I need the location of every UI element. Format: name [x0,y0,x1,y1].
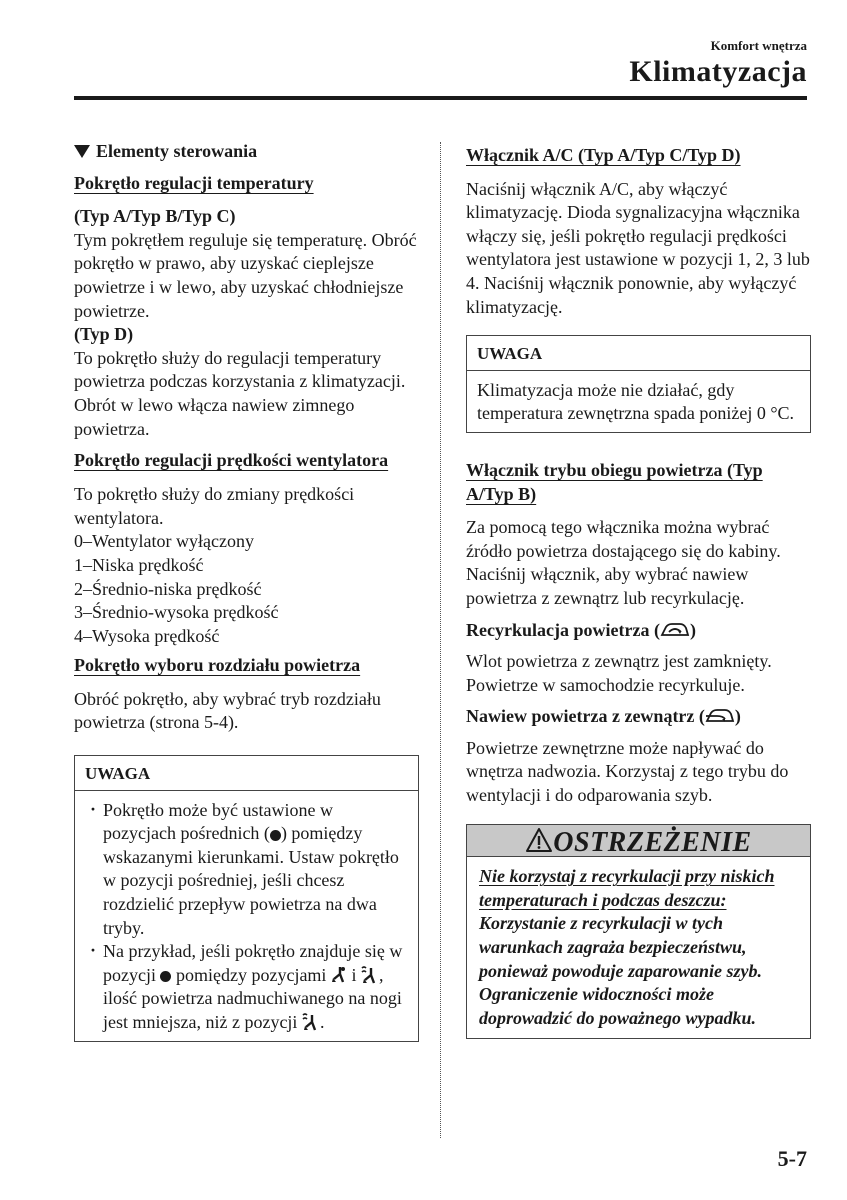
notice-body [75,791,418,1041]
recirc-title [466,619,811,643]
notice-text: pomiędzy pozycjami [175,964,327,985]
warning-box [466,824,811,1040]
column-divider [440,142,441,1138]
outside-title-text: Nawiew powietrza z zewnątrz ( [466,706,705,727]
notice-box [466,335,811,433]
circ-text: Za pomocą tego włącznika można wybrać źródło powietrza dostającego się do kabiny. Naciśnij włącznik, aby wybrać nawiew powietrza z zewnątrz lub recyrkulację. [466,517,781,608]
notice-title: UWAGA [467,336,810,371]
header-section: Komfort wnętrza [710,38,807,53]
page-title: Klimatyzacja [629,55,807,88]
warning-body [467,857,810,1038]
notice-body: Klimatyzacja może nie działać, gdy temperatura zewnętrzna spada poniżej 0 °C. [477,379,795,424]
outside-title [466,705,811,729]
fan-level: 0–Wentylator wyłączony [74,531,254,552]
recirc-title-text: Recyrkulacja powietrza ( [466,619,660,640]
notice-text: ) pomiędzy wskazanymi kierunkami. Ustaw pokrętło w pozycji pośredniej, jeśli chcesz rozdzielić przepływ powietrza na dwa tryby. [103,823,399,938]
recirc-text: Wlot powietrza z zewnątrz jest zamknięty. Powietrze w samochodzie recyrkuluje. [466,651,772,695]
fan-level: 3–Średnio-wysoka prędkość [74,602,279,623]
section-title: Elementy sterowania [96,141,258,161]
circ-heading: Włącznik trybu obiegu powietrza (Typ A/Typ B) [466,459,763,504]
dist-heading: Pokrętło wyboru rozdziału powietrza [74,655,361,676]
warning-text: Korzystanie z recyrkulacji w tych warunkach zagraża bezpieczeństwu, ponieważ powoduje zaparowanie szyb. Ograniczenie widoczności może doprowadzić do poważnego wypadku. [479,913,763,1028]
notice-text: i [351,964,357,985]
feet-defrost-mode-icon [302,1013,320,1031]
fan-level: 4–Wysoka prędkość [74,625,220,646]
section-heading [74,140,419,164]
temp-type-d: (Typ D) [74,324,134,345]
notice-text: Na przykład, jeśli pokrętło znajduje się w pozycji [103,941,403,985]
fan-text: To pokrętło służy do zmiany prędkości wentylatora. [74,484,355,528]
ac-text: Naciśnij włącznik A/C, aby włączyć klimatyzację. Dioda sygnalizacyjna włącznika włączy się, jeśli pokrętło regulacji prędkości wentylatora jest ustawione w pozycji 1, 2, 3 lub 4. Naciśnij włącznik ponownie, aby wyłączyć klimatyzację. [466,178,810,317]
fan-level: 1–Niska prędkość [74,554,204,575]
warning-title: OSTRZEŻENIE [553,826,752,858]
intermediate-position-dot-icon [270,830,281,841]
intermediate-position-dot-icon [160,971,171,982]
warning-underlined: Nie korzystaj z recyrkulacji przy niskich temperaturach i podczas deszczu: [479,866,775,910]
dist-text: Obróć pokrętło, aby wybrać tryb rozdziału powietrza (strona 5-4). [74,688,381,733]
fan-level: 2–Średnio-niska prędkość [74,578,262,599]
outside-title-close: ) [734,706,741,727]
ac-heading: Włącznik A/C (Typ A/Typ C/Typ D) [466,145,741,165]
header-rule [74,96,807,100]
notice-bullet [85,799,408,941]
notice-text: . [319,1012,325,1032]
recirculation-icon [660,621,690,639]
outside-air-icon [705,707,735,725]
notice-bullet [85,940,408,1034]
warning-triangle-icon [525,827,553,853]
outside-text: Powietrze zewnętrzne może napływać do wnętrza nadwozia. Korzystaj z tego trybu do wentylacji i do odparowania szyb. [466,737,789,806]
right-column [466,140,811,1039]
temp-d-text: To pokrętło służy do regulacji temperatury powietrza podczas korzystania z klimatyzacji. Obrót w lewo włącza nawiew zimnego powietrza. [74,347,406,439]
notice-title: UWAGA [75,756,418,791]
temp-heading: Pokrętło regulacji temperatury [74,172,314,193]
notice-text: Pokrętło może być ustawione w pozycjach pośrednich ( [103,799,333,844]
left-column [74,140,419,1060]
feet-mode-icon [331,966,347,984]
warning-header [467,825,810,858]
notice-box [74,755,419,1042]
notice-text: , ilość powietrza nadmuchiwanego na nogi jest mniejsza, niż z pozycji [103,964,402,1032]
recirc-title-close: ) [689,619,696,640]
feet-defrost-mode-icon [361,966,379,984]
temp-type-abc: (Typ A/Typ B/Typ C) [74,206,236,227]
triangle-bullet-icon [74,145,90,158]
page-number: 5-7 [777,1146,807,1171]
temp-abc-text: Tym pokrętłem reguluje się temperaturę. Obróć pokrętło w prawo, aby uzyskać cieplejsze powietrze i w lewo, aby uzyskać chłodniejsze powietrze. [74,229,417,321]
fan-heading: Pokrętło regulacji prędkości wentylatora [74,450,389,471]
